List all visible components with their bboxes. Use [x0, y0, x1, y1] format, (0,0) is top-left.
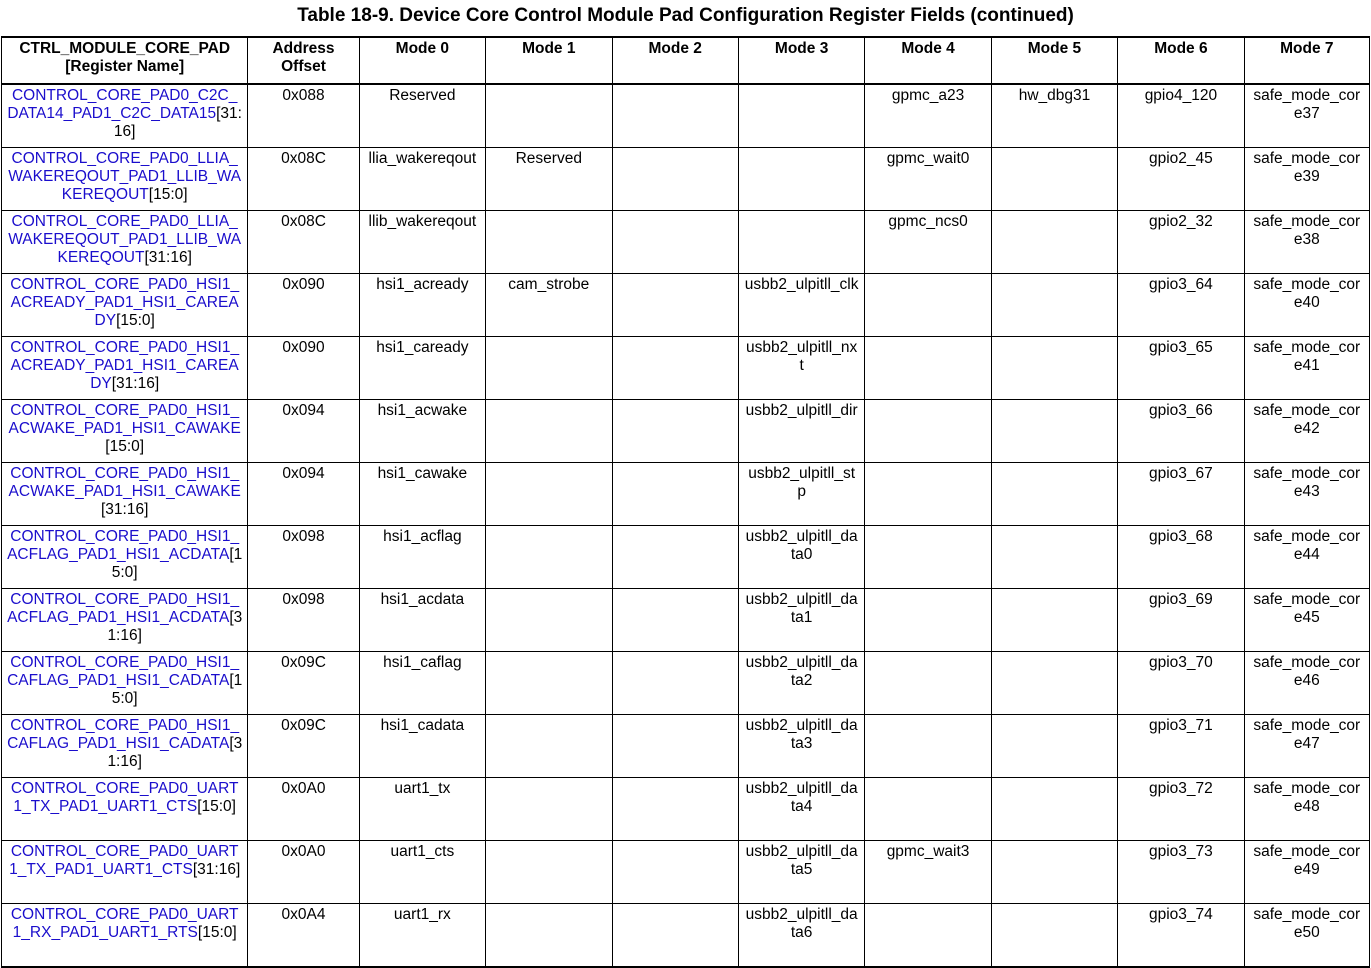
mode-1-cell [486, 400, 612, 463]
register-cell [2, 778, 248, 841]
register-bit-range: [15:0] [148, 186, 188, 203]
mode-5-cell [991, 148, 1117, 211]
address-offset-cell: 0x09C [248, 652, 359, 715]
register-bit-range: [15:0] [197, 798, 236, 815]
mode-7-cell: safe_mode_core42 [1244, 400, 1369, 463]
mode-4-cell: gpmc_a23 [865, 84, 991, 148]
mode-4-cell [865, 715, 991, 778]
table-row [2, 211, 1370, 274]
mode-6-cell: gpio3_70 [1118, 652, 1244, 715]
mode-1-cell [486, 904, 612, 968]
mode-7-cell: safe_mode_core38 [1244, 211, 1369, 274]
mode-3-cell: usbb2_ulpitll_data6 [738, 904, 864, 968]
register-bit-range: [31:16] [100, 501, 149, 518]
mode-0-cell: hsi1_caready [359, 337, 485, 400]
mode-2-cell [612, 652, 738, 715]
mode-2-cell [612, 337, 738, 400]
mode-0-cell: llia_wakereqout [359, 148, 485, 211]
mode-3-cell: usbb2_ulpitll_data2 [738, 652, 864, 715]
register-name-link[interactable]: CONTROL_CORE_PAD0_HSI1_ACWAKE_PAD1_HSI1_CAWAKE [8, 402, 241, 437]
mode-6-cell: gpio2_32 [1118, 211, 1244, 274]
mode-6-cell: gpio4_120 [1118, 84, 1244, 148]
mode-2-cell [612, 526, 738, 589]
header-mode-2: Mode 2 [612, 37, 738, 84]
register-name-link[interactable]: CONTROL_CORE_PAD0_UART1_TX_PAD1_UART1_CTS [10, 780, 239, 815]
address-offset-cell: 0x09C [248, 715, 359, 778]
mode-5-cell [991, 463, 1117, 526]
mode-5-cell [991, 526, 1117, 589]
mode-2-cell [612, 778, 738, 841]
mode-5-cell [991, 211, 1117, 274]
mode-3-cell: usbb2_ulpitll_data4 [738, 778, 864, 841]
address-offset-cell: 0x098 [248, 589, 359, 652]
header-address-offset [248, 37, 359, 84]
mode-2-cell [612, 274, 738, 337]
table-row [2, 841, 1370, 904]
mode-1-cell: cam_strobe [486, 274, 612, 337]
register-bit-range: [31:16] [107, 609, 243, 644]
header-address-line1: Address [272, 40, 335, 57]
mode-3-cell: usbb2_ulpitll_stp [738, 463, 864, 526]
mode-7-cell: safe_mode_core50 [1244, 904, 1369, 968]
mode-6-cell: gpio3_66 [1118, 400, 1244, 463]
mode-2-cell [612, 84, 738, 148]
mode-1-cell [486, 589, 612, 652]
mode-6-cell: gpio3_67 [1118, 463, 1244, 526]
mode-5-cell [991, 589, 1117, 652]
register-name-link[interactable]: CONTROL_CORE_PAD0_UART1_TX_PAD1_UART1_CTS [9, 843, 239, 878]
mode-6-cell: gpio3_68 [1118, 526, 1244, 589]
mode-4-cell [865, 526, 991, 589]
mode-2-cell [612, 904, 738, 968]
mode-4-cell [865, 463, 991, 526]
mode-1-cell [486, 337, 612, 400]
address-offset-cell: 0x0A4 [248, 904, 359, 968]
mode-6-cell: gpio3_72 [1118, 778, 1244, 841]
header-mode-0: Mode 0 [359, 37, 485, 84]
mode-1-cell [486, 211, 612, 274]
table-row [2, 526, 1370, 589]
mode-4-cell: gpmc_wait3 [865, 841, 991, 904]
mode-5-cell [991, 715, 1117, 778]
mode-5-cell [991, 274, 1117, 337]
register-bit-range: [15:0] [116, 312, 155, 329]
register-bit-range: [31:16] [111, 375, 160, 392]
mode-0-cell: uart1_rx [359, 904, 485, 968]
mode-7-cell: safe_mode_core45 [1244, 589, 1369, 652]
mode-7-cell: safe_mode_core43 [1244, 463, 1369, 526]
header-address-line2: Offset [281, 58, 326, 75]
mode-0-cell: uart1_tx [359, 778, 485, 841]
mode-3-cell [738, 148, 864, 211]
address-offset-cell: 0x090 [248, 274, 359, 337]
mode-0-cell: uart1_cts [359, 841, 485, 904]
register-bit-range: [31:16] [107, 735, 243, 770]
mode-6-cell: gpio2_45 [1118, 148, 1244, 211]
register-cell [2, 148, 248, 211]
table-row [2, 463, 1370, 526]
mode-3-cell: usbb2_ulpitll_data0 [738, 526, 864, 589]
mode-6-cell: gpio3_64 [1118, 274, 1244, 337]
register-bit-range: [15:0] [197, 924, 237, 941]
mode-4-cell [865, 589, 991, 652]
mode-7-cell: safe_mode_core40 [1244, 274, 1369, 337]
mode-2-cell [612, 463, 738, 526]
register-cell [2, 715, 248, 778]
mode-1-cell: Reserved [486, 148, 612, 211]
register-name-link[interactable]: CONTROL_CORE_PAD0_C2C_DATA14_PAD1_C2C_DATA15 [7, 87, 238, 122]
mode-2-cell [612, 148, 738, 211]
table-row [2, 589, 1370, 652]
header-mode-6: Mode 6 [1118, 37, 1244, 84]
mode-5-cell [991, 778, 1117, 841]
mode-2-cell [612, 715, 738, 778]
register-name-link[interactable]: CONTROL_CORE_PAD0_HSI1_ACWAKE_PAD1_HSI1_CAWAKE [8, 465, 241, 500]
mode-5-cell [991, 652, 1117, 715]
mode-7-cell: safe_mode_core48 [1244, 778, 1369, 841]
mode-7-cell: safe_mode_core49 [1244, 841, 1369, 904]
header-mode-5: Mode 5 [991, 37, 1117, 84]
mode-3-cell: usbb2_ulpitll_data1 [738, 589, 864, 652]
register-cell [2, 337, 248, 400]
mode-7-cell: safe_mode_core47 [1244, 715, 1369, 778]
register-name-link[interactable]: CONTROL_CORE_PAD0_LLIA_WAKEREQOUT_PAD1_LLIB_WAKEREQOUT [8, 150, 242, 203]
register-bit-range: [15:0] [105, 438, 145, 455]
mode-0-cell: hsi1_acflag [359, 526, 485, 589]
table-row [2, 337, 1370, 400]
mode-6-cell: gpio3_65 [1118, 337, 1244, 400]
register-cell [2, 463, 248, 526]
register-cell [2, 589, 248, 652]
register-name-link[interactable]: CONTROL_CORE_PAD0_LLIA_WAKEREQOUT_PAD1_LLIB_WAKEREQOUT [8, 213, 242, 266]
table-row [2, 715, 1370, 778]
register-cell [2, 904, 248, 968]
mode-5-cell [991, 400, 1117, 463]
register-name-link[interactable]: CONTROL_CORE_PAD0_HSI1_CAFLAG_PAD1_HSI1_CADATA [7, 654, 240, 689]
register-name-link[interactable]: CONTROL_CORE_PAD0_HSI1_ACFLAG_PAD1_HSI1_ACDATA [7, 591, 240, 626]
mode-3-cell: usbb2_ulpitll_dir [738, 400, 864, 463]
mode-3-cell: usbb2_ulpitll_data5 [738, 841, 864, 904]
mode-0-cell: hsi1_cadata [359, 715, 485, 778]
address-offset-cell: 0x08C [248, 148, 359, 211]
register-cell [2, 652, 248, 715]
table-row [2, 274, 1370, 337]
table-row [2, 148, 1370, 211]
address-offset-cell: 0x090 [248, 337, 359, 400]
mode-6-cell: gpio3_74 [1118, 904, 1244, 968]
address-offset-cell: 0x094 [248, 463, 359, 526]
address-offset-cell: 0x0A0 [248, 778, 359, 841]
mode-2-cell [612, 589, 738, 652]
table-row [2, 84, 1370, 148]
header-mode-4: Mode 4 [865, 37, 991, 84]
mode-1-cell [486, 841, 612, 904]
register-cell [2, 211, 248, 274]
mode-3-cell: usbb2_ulpitll_clk [738, 274, 864, 337]
mode-0-cell: Reserved [359, 84, 485, 148]
mode-0-cell: llib_wakereqout [359, 211, 485, 274]
register-bit-range: [31:16] [192, 861, 241, 878]
mode-6-cell: gpio3_73 [1118, 841, 1244, 904]
header-register-line1: CTRL_MODULE_CORE_PAD [19, 40, 231, 57]
table-row [2, 400, 1370, 463]
mode-4-cell [865, 904, 991, 968]
header-register-name [2, 37, 248, 84]
mode-7-cell: safe_mode_core39 [1244, 148, 1369, 211]
register-cell [2, 400, 248, 463]
mode-7-cell: safe_mode_core44 [1244, 526, 1369, 589]
table-title: Table 18-9. Device Core Control Module Pad Configuration Register Fields (continued) [297, 5, 1074, 26]
register-fields-table [1, 36, 1370, 968]
mode-4-cell [865, 274, 991, 337]
mode-4-cell [865, 778, 991, 841]
mode-1-cell [486, 526, 612, 589]
mode-3-cell: usbb2_ulpitll_nxt [738, 337, 864, 400]
mode-6-cell: gpio3_71 [1118, 715, 1244, 778]
register-name-link[interactable]: CONTROL_CORE_PAD0_HSI1_ACFLAG_PAD1_HSI1_ACDATA [7, 528, 240, 563]
mode-1-cell [486, 84, 612, 148]
register-cell [2, 841, 248, 904]
mode-4-cell [865, 400, 991, 463]
table-body [2, 84, 1370, 967]
mode-7-cell: safe_mode_core37 [1244, 84, 1369, 148]
register-name-link[interactable]: CONTROL_CORE_PAD0_HSI1_CAFLAG_PAD1_HSI1_CADATA [7, 717, 240, 752]
mode-1-cell [486, 463, 612, 526]
register-cell [2, 274, 248, 337]
mode-3-cell [738, 84, 864, 148]
register-name-link[interactable]: CONTROL_CORE_PAD0_HSI1_ACREADY_PAD1_HSI1_CAREADY [10, 339, 240, 392]
mode-7-cell: safe_mode_core46 [1244, 652, 1369, 715]
table-row [2, 652, 1370, 715]
mode-4-cell: gpmc_ncs0 [865, 211, 991, 274]
mode-3-cell: usbb2_ulpitll_data3 [738, 715, 864, 778]
register-bit-range: [15:0] [111, 672, 243, 707]
mode-5-cell [991, 337, 1117, 400]
register-name-link[interactable]: CONTROL_CORE_PAD0_UART1_RX_PAD1_UART1_RTS [10, 906, 239, 941]
table-row [2, 778, 1370, 841]
mode-5-cell: hw_dbg31 [991, 84, 1117, 148]
mode-0-cell: hsi1_acready [359, 274, 485, 337]
address-offset-cell: 0x088 [248, 84, 359, 148]
table-row [2, 904, 1370, 968]
mode-4-cell [865, 337, 991, 400]
mode-4-cell [865, 652, 991, 715]
mode-0-cell: hsi1_cawake [359, 463, 485, 526]
mode-0-cell: hsi1_caflag [359, 652, 485, 715]
mode-7-cell: safe_mode_core41 [1244, 337, 1369, 400]
header-mode-1: Mode 1 [486, 37, 612, 84]
header-register-line2: [Register Name] [65, 58, 185, 75]
mode-6-cell: gpio3_69 [1118, 589, 1244, 652]
mode-0-cell: hsi1_acdata [359, 589, 485, 652]
address-offset-cell: 0x08C [248, 211, 359, 274]
mode-1-cell [486, 715, 612, 778]
register-bit-range: [31:16] [113, 105, 242, 140]
mode-0-cell: hsi1_acwake [359, 400, 485, 463]
header-row [2, 37, 1370, 84]
address-offset-cell: 0x094 [248, 400, 359, 463]
mode-4-cell: gpmc_wait0 [865, 148, 991, 211]
mode-5-cell [991, 904, 1117, 968]
header-mode-7: Mode 7 [1244, 37, 1369, 84]
mode-3-cell [738, 211, 864, 274]
register-cell [2, 84, 248, 148]
mode-2-cell [612, 211, 738, 274]
register-bit-range: [31:16] [144, 249, 192, 266]
register-bit-range: [15:0] [111, 546, 243, 581]
header-mode-3: Mode 3 [738, 37, 864, 84]
register-name-link[interactable]: CONTROL_CORE_PAD0_HSI1_ACREADY_PAD1_HSI1_CAREADY [10, 276, 240, 329]
address-offset-cell: 0x098 [248, 526, 359, 589]
mode-5-cell [991, 841, 1117, 904]
mode-1-cell [486, 778, 612, 841]
address-offset-cell: 0x0A0 [248, 841, 359, 904]
mode-2-cell [612, 841, 738, 904]
mode-2-cell [612, 400, 738, 463]
mode-1-cell [486, 652, 612, 715]
register-cell [2, 526, 248, 589]
